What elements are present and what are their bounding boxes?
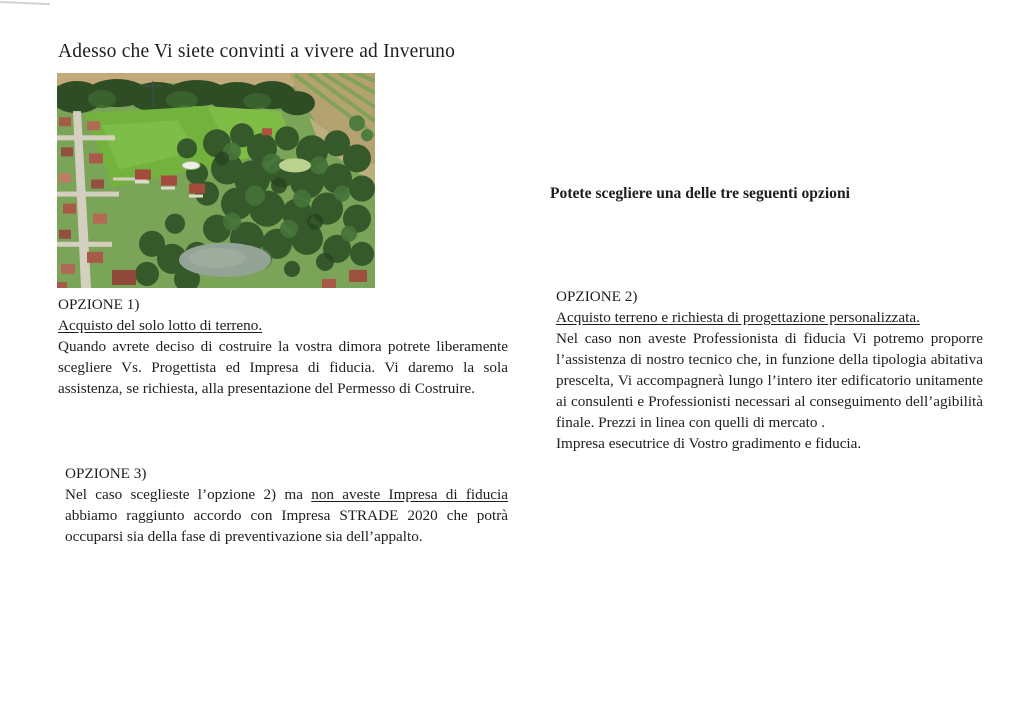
option-3-label: OPZIONE 3) [65, 465, 147, 482]
option-1-label: OPZIONE 1) [58, 296, 140, 313]
option-2-heading [556, 307, 983, 328]
option-3-body-plain1: Nel caso sceglieste l’opzione 2) ma [65, 486, 312, 503]
page-title: Adesso che Vi siete convinti a vivere ad Inveruno [58, 41, 456, 62]
option-2-heading-text: Acquisto terreno e richiesta di progettazione personalizzata. [556, 309, 920, 326]
option-2-label: OPZIONE 2) [556, 288, 638, 305]
option-3-body-underlined: non aveste Impresa di fiducia [311, 486, 508, 503]
option-3-body-plain2: abbiamo raggiunto accordo con Impresa STRADE 2020 che potrà occuparsi sia della fase di preventivazione sia dell’appalto. [65, 507, 508, 545]
option-3-body [65, 484, 508, 547]
option-2-block [556, 286, 983, 454]
option-2-body: Nel caso non aveste Professionista di fiducia Vi potremo proporre l’assistenza di nostro tecnico che, in funzione della tipologia abitativa prescelta, Vi accompagnerà lungo l’intero iter edificatorio unitamente ai consulenti e Professionisti necessari al conseguimento dell’agibilità finale. Prezzi in linea con quelli di mercato . [556, 330, 983, 431]
option-2-last-line: Impresa esecutrice di Vostro gradimento e fiducia. [556, 435, 862, 452]
options-heading: Potete scegliere una delle tre seguenti opzioni [550, 185, 850, 202]
option-1-block [58, 294, 508, 399]
scan-artifact [0, 1, 50, 5]
aerial-photo [57, 73, 375, 288]
photo-pond [179, 243, 271, 277]
option-1-heading [58, 315, 508, 336]
option-3-block [65, 463, 508, 547]
aerial-photo-drawing [57, 73, 375, 288]
option-1-body: Quando avrete deciso di costruire la vostra dimora potrete liberamente scegliere Vs. Progettista ed Impresa di fiducia. Vi daremo la sola assistenza, se richiesta, alla presentazione del Permesso di Costruire. [58, 338, 508, 397]
option-1-heading-text: Acquisto del solo lotto di terreno. [58, 317, 263, 334]
